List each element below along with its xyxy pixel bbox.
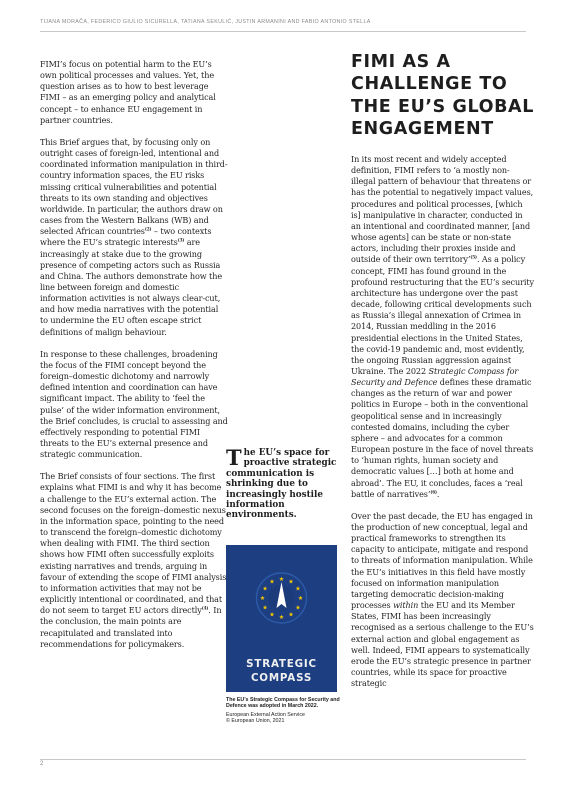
paragraph: This Brief argues that, by focusing only on outright cases of foreign-led, intentional and coordinated information manipulation in third-country information spaces, the EU risks missing critical vulnerabilities and potential threats to its own standing and objectives worldwide. In particular, the authors draw on cases from the Western Balkans (WB) and selected African countries$^{(2)}$ – two contexts where the EU’s strategic interests$^{(3)}$ are increasingly at stake due to the growing presence of competing actors such as Russia and China. The authors demonstrate how the line between foreign and domestic information activities is not always clear-cut, and how media narratives with the potential to undermine the EU often escape strict definitions of malign behaviour. <box>40 136 228 337</box>
image-caption: The EU’s Strategic Compass for Security and Defence was adopted in March 2022. European External Action Service © European Union, 2021 <box>226 697 344 724</box>
star-icon <box>279 577 284 581</box>
cover-title-line: STRATEGIC <box>246 658 317 670</box>
drop-cap: T <box>226 445 242 470</box>
running-header: TIJANA MORAČA, FEDERICO GIULIO SICURELLA, TATIANA SEKULIĆ, JUSTIN ARMANINI AND FABIO ANTONIO STELLA <box>40 19 371 25</box>
paragraph: In its most recent and widely accepted definition, FIMI refers to ‘a mostly non-illegal pattern of behaviour that threatens or has the potential to negatively impact values, procedures and political processes, [which is] manipulative in character, conducted in an intentional and coordinated manner, [and whose agents] can be state or non-state actors, including their proxies inside and outside of their own territory’$^{(5)}$. As a policy concept, FIMI has found ground in the profound restructuring that the EU’s security architecture has undergone over the past decade, following critical developments such as Russia’s illegal annexation of Crimea in 2014, Russian meddling in the 2016 presidential elections in the United States, the covid-19 pandemic and, most evidently, the ongoing Russian aggression against Ukraine. The 2022 Strategic Compass for Security and Defence defines these dramatic changes as the return of war and power politics in Europe – both in the conventional geopolitical sense and in increasingly contested domains, including the cyber sphere – and advocates for a common European posture in the face of novel threats to ‘human rights, human society and democratic values […] both at home and abroad’. The EU, it concludes, faces a ‘real battle of narratives’$^{(6)}$. <box>351 154 534 499</box>
pull-quote: The EU’s space for proactive strategic communication is shrinking due to increasingly hostile information environments. <box>226 445 337 521</box>
paragraph: In response to these challenges, broadening the focus of the FIMI concept beyond the foreign–domestic dichotomy and narrowly defined intention and coordination can have significant impact. The ability to ‘feel the pulse’ of the wider information environment, the Brief concludes, is crucial to assessing and effectively responding to potential FIMI threats to the EU’s external presence and strategic communication. <box>40 348 228 460</box>
section-heading: FIMI AS A CHALLENGE TO THE EU’S GLOBAL ENGAGEMENT <box>351 52 534 139</box>
right-column <box>351 154 534 700</box>
star-icon <box>263 586 268 590</box>
star-icon <box>270 612 275 616</box>
star-icon <box>298 596 303 600</box>
paragraph: Over the past decade, the EU has engaged in the production of new conceptual, legal and practical frameworks to strengthen its capacity to anticipate, mitigate and respond to threats of information manipulation. While the EU’s initiatives in this field have mostly focused on information manipulation targeting democratic decision-making processes within the EU and its Member States, FIMI has been increasingly recognised as a serious challenge to the EU’s external action and global engagement as well. Indeed, FIMI appears to systematically erode the EU’s strategic presence in partner countries, while its space for proactive strategic <box>351 510 534 689</box>
star-icon <box>289 612 294 616</box>
footnote-ref: (2) <box>144 226 152 232</box>
star-icon <box>270 579 275 583</box>
star-icon <box>296 586 301 590</box>
page-number: 2 <box>40 761 44 767</box>
footnote-ref: (6) <box>430 489 437 494</box>
paragraph: FIMI’s focus on potential harm to the EU’s own political processes and values. Yet, the question arises as to how to best leverage FIMI – as an emerging policy and analytical concept – to enhance EU engagement in partner countries. <box>40 59 216 125</box>
header-divider <box>40 31 526 32</box>
star-icon <box>279 615 284 619</box>
footnote-ref: (3) <box>177 237 185 243</box>
star-icon <box>260 596 265 600</box>
paragraph: The Brief consists of four sections. The first explains what FIMI is and why it has become a challenge to the EU’s external action. The second focuses on the foreign–domestic nexus in the information space, pointing to the need to transcend the foreign–domestic dichotomy when dealing with FIMI. The third section shows how FIMI often successfully exploits existing narratives and trends, arguing in favour of extending the scope of FIMI analysis to information activities that may not be explicitly intentional or coordinated, and that do not seem to target EU actors directly$^{(4)}$. In the conclusion, the main points are recapitulated and translated into recommendations for policymakers. <box>40 471 227 649</box>
footnote-ref: (5) <box>470 254 477 260</box>
left-column <box>40 59 228 661</box>
star-icon <box>296 605 301 609</box>
strategic-compass-cover <box>226 545 337 692</box>
star-icon <box>263 605 268 609</box>
cover-title-line: COMPASS <box>250 672 313 684</box>
image-credit: European External Action Service <box>226 711 305 718</box>
image-credit: © European Union, 2021 <box>226 717 285 724</box>
star-icon <box>289 579 294 583</box>
footer-divider <box>40 759 526 760</box>
footnote-ref: (4) <box>201 605 209 611</box>
